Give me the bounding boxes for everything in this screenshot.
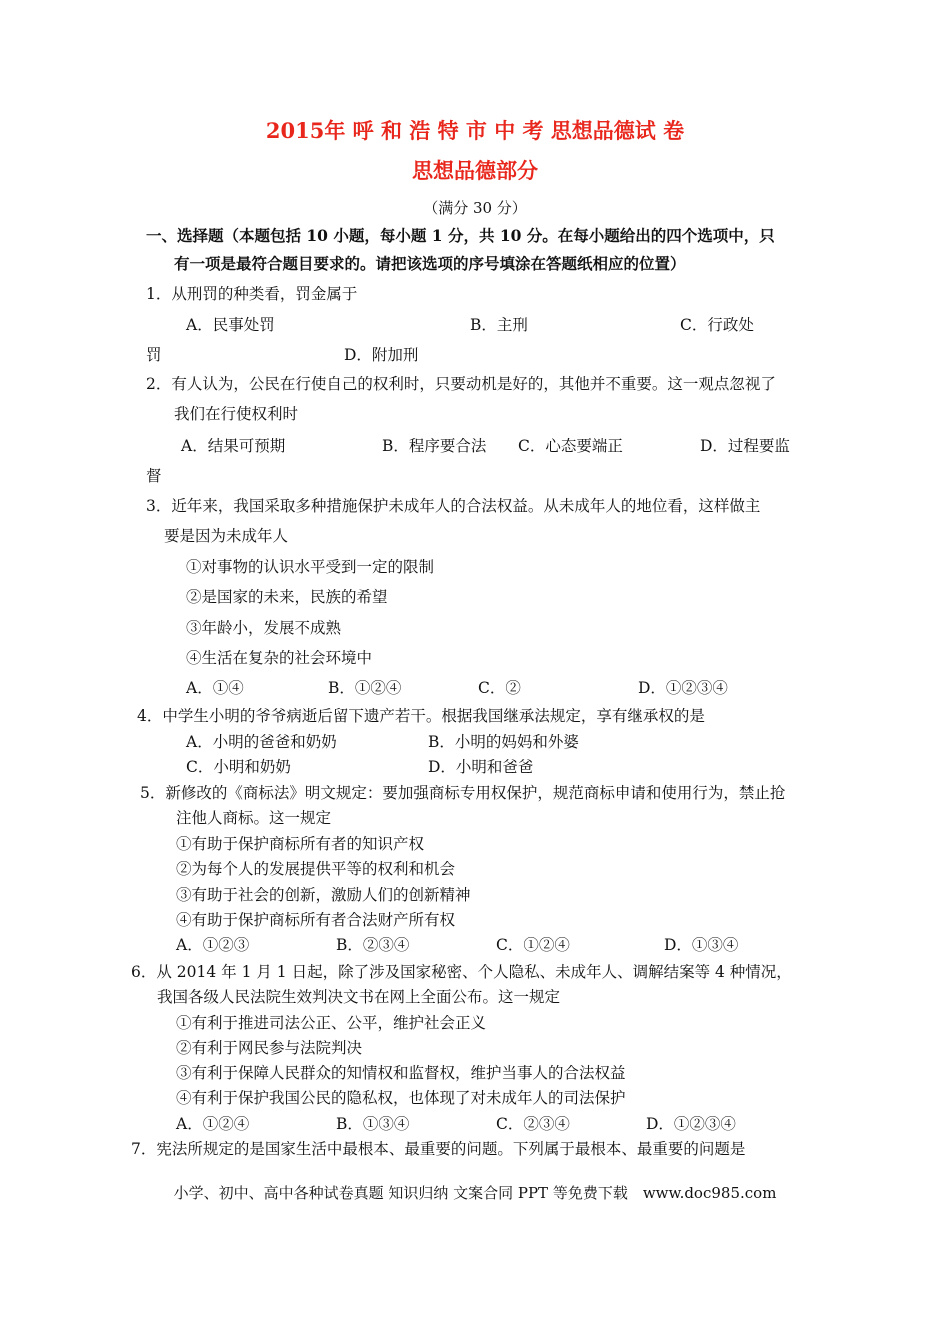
statement-4: ④有利于保护我国公民的隐私权，也体现了对未成年人的司法保护 (176, 1089, 626, 1107)
statement-1: ①有利于推进司法公正、公平，维护社会正义 (176, 1014, 487, 1032)
question-stem-line-1: 5．新修改的《商标法》明文规定：要加强商标专用权保护，规范商标申请和使用行为，禁止抢 (140, 784, 786, 802)
option-b: B．②③④ (336, 936, 410, 954)
option-b: B．①③④ (336, 1115, 410, 1133)
exam-subtitle: 思想品德部分 (412, 158, 538, 183)
option-b: B．小明的妈妈和外婆 (428, 733, 579, 751)
option-c: C．心态要端正 (518, 437, 623, 455)
option-c-wrap: 罚 (146, 346, 162, 364)
option-d: D．小明和爸爸 (428, 758, 534, 776)
option-a: A．小明的爸爸和奶奶 (186, 733, 337, 751)
option-d: D．附加刑 (344, 346, 419, 364)
statement-2: ②是国家的未来，民族的希望 (186, 588, 388, 606)
statement-4: ④有助于保护商标所有者合法财产所有权 (176, 911, 456, 929)
option-a: A．民事处罚 (186, 316, 275, 334)
full-score-note: （满分 30 分） (423, 199, 527, 217)
option-d: D．①②③④ (638, 679, 728, 697)
question-stem: 1．从刑罚的种类看，罚金属于 (146, 285, 358, 303)
option-c: C．①②④ (496, 936, 570, 954)
question-stem-line-2: 我们在行使权利时 (174, 405, 299, 423)
exam-title: 2015年 呼 和 浩 特 市 中 考 思想品德试 卷 (265, 118, 685, 143)
option-a: A．①④ (186, 679, 244, 697)
question-stem-line-1: 3．近年来，我国采取多种措施保护未成年人的合法权益。从未成年人的地位看，这样做主 (146, 497, 761, 515)
statement-3: ③有助于社会的创新，激励人们的创新精神 (176, 886, 471, 904)
option-d: D．①②③④ (646, 1115, 736, 1133)
section-heading-line-2: 有一项是最符合题目要求的。请把该选项的序号填涂在答题纸相应的位置） (174, 254, 686, 273)
page-footer: 小学、初中、高中各种试卷真题 知识归纳 文案合同 PPT 等免费下载 www.doc985.com (173, 1184, 777, 1202)
option-d: D．过程要监 (700, 437, 790, 455)
question-stem-line-1: 2．有人认为，公民在行使自己的权利时，只要动机是好的，其他并不重要。这一观点忽视了 (146, 375, 776, 393)
question-stem-line-2: 我国各级人民法院生效判决文书在网上全面公布。这一规定 (157, 988, 561, 1006)
option-b: B．①②④ (328, 679, 402, 697)
option-b: B．主刑 (470, 316, 528, 334)
question-stem-line-1: 6．从 2014 年 1 月 1 日起，除了涉及国家秘密、个人隐私、未成年人、调解结案等 4 种情况， (131, 963, 792, 981)
statement-1: ①有助于保护商标所有者的知识产权 (176, 835, 425, 853)
question-stem-line-2: 要是因为未成年人 (164, 527, 289, 545)
option-c: C．行政处 (680, 316, 754, 334)
option-a: A．①②③ (176, 936, 250, 954)
option-d: D．①③④ (664, 936, 739, 954)
statement-3: ③有利于保障人民群众的知情权和监督权，维护当事人的合法权益 (176, 1064, 626, 1082)
question-stem-line-2: 注他人商标。这一规定 (176, 809, 332, 827)
option-a: A．①②④ (176, 1115, 250, 1133)
section-heading-line-1: 一、选择题（本题包括 10 小题，每小题 1 分，共 10 分。在每小题给出的四个选项中，只 (146, 226, 775, 245)
option-b: B．程序要合法 (382, 437, 487, 455)
statement-1: ①对事物的认识水平受到一定的限制 (186, 558, 435, 576)
option-d-wrap: 督 (146, 467, 162, 485)
question-stem: 4．中学生小明的爷爷病逝后留下遗产若干。根据我国继承法规定，享有继承权的是 (137, 707, 705, 725)
statement-2: ②为每个人的发展提供平等的权利和机会 (176, 860, 456, 878)
statement-2: ②有利于网民参与法院判决 (176, 1039, 363, 1057)
option-c: C．② (478, 679, 521, 697)
option-a: A．结果可预期 (181, 437, 286, 455)
statement-3: ③年龄小，发展不成熟 (186, 619, 342, 637)
option-c: C．小明和奶奶 (186, 758, 291, 776)
question-stem: 7．宪法所规定的是国家生活中最根本、最重要的问题。下列属于最根本、最重要的问题是 (131, 1140, 746, 1158)
statement-4: ④生活在复杂的社会环境中 (186, 649, 373, 667)
option-c: C．②③④ (496, 1115, 570, 1133)
